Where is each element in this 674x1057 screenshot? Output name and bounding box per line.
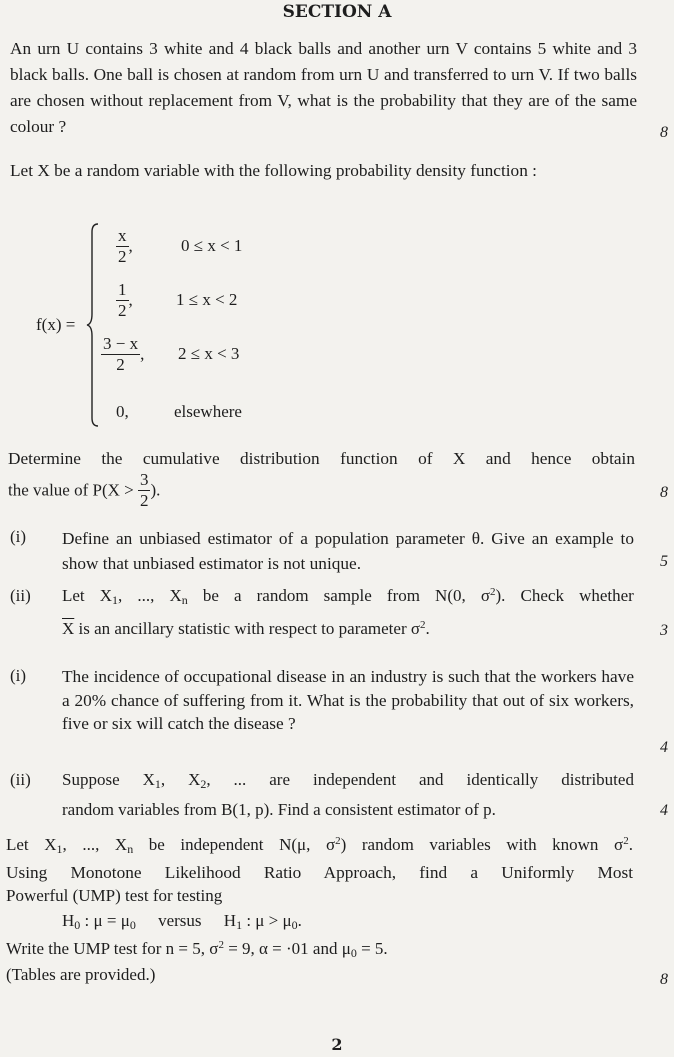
question-4-ii-marks: 4 [660,802,668,819]
case-3-condition: 2 ≤ x < 3 [178,344,240,363]
case-1-condition: 0 ≤ x < 1 [181,236,243,255]
section-heading: SECTION A [282,2,392,22]
case-1-value: $\frac{x}{2}$ , [118,226,133,266]
question-4-ii-line-2: random variables from B(1, p). Find a consistent estimator of p. [62,800,496,819]
question-5-line-3: Powerful (UMP) test for testing [6,886,223,905]
question-5-tables-note: (Tables are provided.) [6,965,156,984]
question-5-line-2: Using Monotone Likelihood Ratio Approach, find a Uniformly Most [6,863,633,882]
question-4-i-marks: 4 [660,739,668,756]
question-2-marks: 8 [660,484,668,501]
question-3-ii-line-2: $\overline{X}$ is an ancillary statistic with respect to parameter $\sigma^2$. [62,619,430,638]
case-3-value: $\frac{3 - x}{2}$ , [103,334,145,374]
question-2-intro: Let X be a random variable with the following probability density function : [10,161,537,180]
question-5-marks: 8 [660,971,668,988]
question-4-i-label: (i) [10,666,27,685]
case-2-condition: 1 ≤ x < 2 [176,290,238,309]
left-brace-icon [86,222,100,428]
question-2-value-line: the value of P(X > $\frac{3}{2}$ ). [8,470,161,510]
question-3-i-marks: 5 [660,553,668,570]
question-5-line-5: Write the UMP test for n = 5, $\sigma^2 = 9$, α = ·01 and $\mu_0 = 5$. [6,939,388,960]
question-3-i-label: (i) [10,527,27,546]
question-4-ii-line-1: Suppose $X_1$, $X_2$, ... are independent and identically distributed [62,770,634,791]
case-4-value: 0, [116,402,129,421]
question-4-ii-label: (ii) [10,770,31,789]
case-2-value: $\frac{1}{2}$ , [118,280,133,320]
question-2-determine: Determine the cumulative distribution function of X and hence obtain [8,449,635,468]
case-4-condition: elsewhere [174,402,242,421]
question-4-i-text: The incidence of occupational disease in an industry is such that the workers have a 20% chance of suffering from it. What is the probability that out of six workers, five or six will catch the disease ? [62,667,634,733]
fx-label: f(x) = [36,315,76,334]
question-3-ii-line-1: Let $X_1$, ..., $X_n$ be a random sample from N(0, $\sigma^2$). Check whether [62,586,634,607]
page-number: 2 [331,1035,343,1054]
hypotheses: $H_0$ : $\mu = \mu_0$ versus $H_1$ : $\mu > \mu_0$. [62,911,302,932]
question-3-ii-marks: 3 [660,622,668,639]
question-3-i-text: Define an unbiased estimator of a population parameter θ. Give an example to show that unbiased estimator is not unique. [62,529,634,573]
question-3-ii-label: (ii) [10,586,31,605]
question-5-line-1: Let $X_1$, ..., $X_n$ be independent N(μ, $\sigma^2$) random variables with known $\sigma^2$. [6,835,633,856]
question-1-marks: 8 [660,124,668,141]
question-1-text: An urn U contains 3 white and 4 black balls and another urn V contains 5 white and 3 black balls. One ball is chosen at random from urn U and transferred to urn V. If two balls are chosen without replacement from V, what is the probability that they are of the same colour ? [10,39,637,136]
